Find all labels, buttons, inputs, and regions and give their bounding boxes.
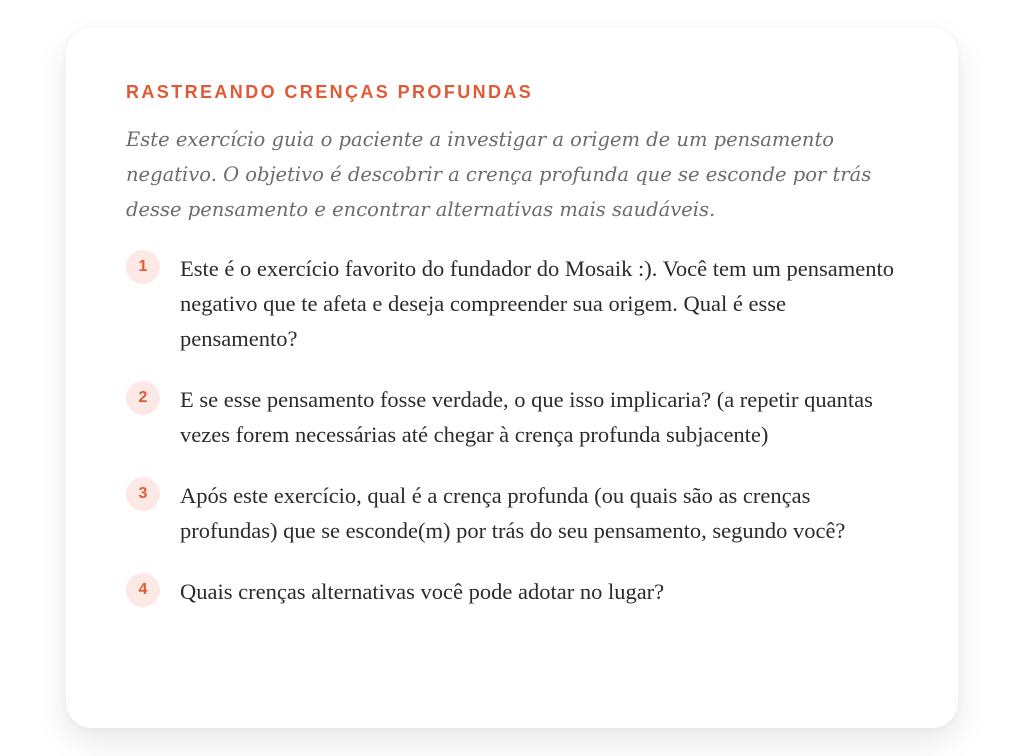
- step-item: [126, 574, 896, 609]
- card-title: RASTREANDO CRENÇAS PROFUNDAS: [126, 82, 534, 102]
- step-number-badge: 1: [126, 250, 160, 284]
- step-text: E se esse pensamento fosse verdade, o que isso implicaria? (a repetir quantas vezes forem necessárias até chegar à crença profunda subjacente): [180, 387, 873, 447]
- step-number-badge: 3: [126, 477, 160, 511]
- step-item: [126, 382, 896, 452]
- steps-list: [126, 251, 896, 609]
- card-description: Este exercício guia o paciente a investigar a origem de um pensamento negativo. O objetivo é descobrir a crença profunda que se esconde por trás desse pensamento e encontrar alternativas mais saudáveis.: [126, 128, 872, 221]
- step-text: Quais crenças alternativas você pode adotar no lugar?: [180, 579, 665, 604]
- step-text: Após este exercício, qual é a crença profunda (ou quais são as crenças profundas) que se esconde(m) por trás do seu pensamento, segundo você?: [180, 483, 846, 543]
- step-text: Este é o exercício favorito do fundador do Mosaik :). Você tem um pensamento negativo que te afeta e deseja compreender sua origem. Qual é esse pensamento?: [180, 256, 894, 351]
- step-number-badge: 4: [126, 573, 160, 607]
- step-item: [126, 478, 896, 548]
- exercise-card: [66, 28, 958, 728]
- step-number-badge: 2: [126, 381, 160, 415]
- step-item: [126, 251, 896, 356]
